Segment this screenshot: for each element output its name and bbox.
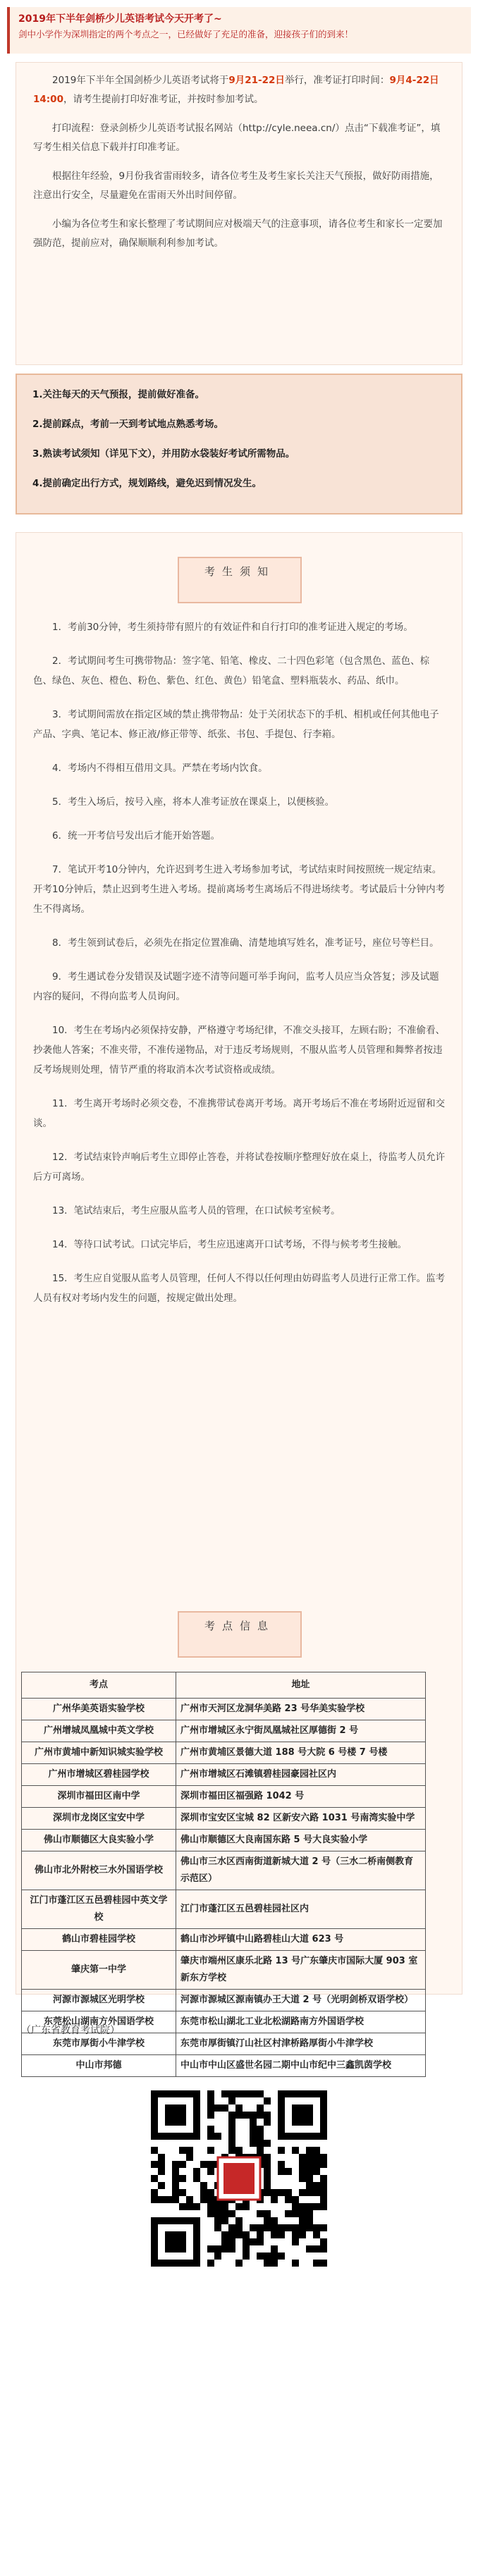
intro-text: ，请考生提前打印好准考证，并按时参加考试。 (63, 94, 264, 105)
venues-heading: 考点信息 (178, 1611, 302, 1658)
venue-address-cell: 深圳市福田区福强路 1042 号 (176, 1786, 426, 1808)
intro-paragraph-weather: 根据往年经验，9月份我省雷雨较多，请各位考生及考生家长关注天气预报，做好防雨措施，注意出行安全，尽量避免在雷雨天外出时间停留。 (33, 171, 439, 201)
table-row (22, 1990, 426, 2011)
venues-table-body (22, 1699, 426, 2077)
venue-address-cell: 鹤山市沙坪镇中山路碧桂山大道 623 号 (176, 1929, 426, 1951)
venue-name-cell: 鹤山市碧桂园学校 (22, 1929, 176, 1951)
table-row (22, 1808, 426, 1830)
venue-address-cell: 肇庆市端州区康乐北路 13 号广东肇庆市国际大厦 903 室新东方学校 (176, 1951, 426, 1990)
banner-title: 2019年下半年剑桥少儿英语考试今天开考了~ (18, 13, 222, 25)
venue-name-cell: 江门市蓬江区五邑碧桂园中英文学校 (22, 1890, 176, 1929)
venue-address-cell: 东莞市厚街镇汀山社区村津桥路厚街小牛津学校 (176, 2033, 426, 2055)
rule-item: 2．考试期间考生可携带物品：签字笔、铅笔、橡皮、二十四色彩笔（包含黑色、蓝色、棕色、绿色、灰色、橙色、粉色、紫色、红色、黄色）铅笔盒、塑料瓶装水、药品、纸巾。 (33, 655, 430, 686)
rules-list (33, 617, 446, 1322)
venue-name-cell: 深圳市福田区南中学 (22, 1786, 176, 1808)
venue-name-cell: 广州市增城区碧桂园学校 (22, 1764, 176, 1786)
table-row (22, 1720, 426, 1742)
venue-name-cell: 广州市黄埔中新知识城实验学校 (22, 1742, 176, 1764)
tip-item: 4.提前确定出行方式，规划路线，避免迟到情况发生。 (32, 478, 262, 489)
venue-address-cell: 广州市增城区永宁街凤凰城社区厚德街 2 号 (176, 1720, 426, 1742)
venue-name-cell: 东莞市厚街小牛津学校 (22, 2033, 176, 2055)
venue-address-cell: 江门市蓬江区五邑碧桂园社区内 (176, 1890, 426, 1929)
table-row (22, 1786, 426, 1808)
weather-tips-card (16, 374, 462, 514)
venue-name-cell: 肇庆第一中学 (22, 1951, 176, 1990)
exam-date-highlight: 9月21-22日 (228, 75, 285, 86)
venue-name-cell: 佛山市顺德区大良实验小学 (22, 1830, 176, 1851)
venue-address-cell: 佛山市三水区西南街道新城大道 2 号（三水二桥南侧教育示范区） (176, 1851, 426, 1890)
rule-item: 7．笔试开考10分钟内，允许迟到考生进入考场参加考试，考试结束时间按照统一规定结束。开考10分钟后，禁止迟到考生进入考场。提前离场考生离场后不得进场续考。考试最后十分钟内考生不得离场。 (33, 864, 446, 915)
rule-item: 11．考生离开考场时必须交卷，不准携带试卷离开考场。离开考场后不准在考场附近逗留和交谈。 (33, 1098, 446, 1129)
rule-item: 6．统一开考信号发出后才能开始答题。 (52, 830, 221, 842)
intro-card (16, 62, 462, 365)
rule-item: 10．考生在考场内必须保持安静，严格遵守考场纪律，不准交头接耳，左顾右盼；不准偷看、抄袭他人答案；不准夹带，不准传递物品，对于违反考场规则，不服从监考人员管理和舞弊者按违反考场规则处理，情节严重的将取消本次考试资格或成绩。 (33, 1025, 446, 1076)
rule-item: 8．考生领到试卷后，必须先在指定位置准确、清楚地填写姓名，准考证号，座位号等栏目。 (52, 937, 439, 949)
rule-item: 14．等待口试考试。口试完毕后，考生应迅速离开口试考场，不得与候考考生接触。 (52, 1239, 407, 1250)
rule-item: 5．考生入场后，按号入座，将本人准考证放在课桌上，以便核验。 (52, 796, 335, 808)
venue-name-cell: 河源市源城区光明学校 (22, 1990, 176, 2011)
tip-item: 3.熟读考试须知（详见下文），并用防水袋装好考试所需物品。 (32, 448, 295, 460)
column-header-address: 地址 (176, 1672, 426, 1699)
qr-code-image (151, 2090, 327, 2267)
venue-name-cell: 深圳市龙岗区宝安中学 (22, 1808, 176, 1830)
table-row (22, 1851, 426, 1890)
intro-text: 2019年下半年全国剑桥少儿英语考试将于 (52, 75, 229, 86)
tip-item: 1.关注每天的天气预报，提前做好准备。 (32, 389, 205, 400)
rule-item: 4．考场内不得相互借用文具。严禁在考场内饮食。 (52, 763, 268, 774)
qr-logo-icon (223, 2163, 255, 2194)
venue-name-cell: 广州增城凤凰城中英文学校 (22, 1720, 176, 1742)
announcement-banner (7, 7, 471, 54)
banner-subtitle: 剑中小学作为深圳指定的两个考点之一，已经做好了充足的准备，迎接孩子们的到来！ (18, 29, 354, 39)
rule-item: 1．考前30分钟，考生须持带有照片的有效证件和自行打印的准考证进入规定的考场。 (52, 622, 413, 633)
venue-name-cell: 佛山市北外附校三水外国语学校 (22, 1851, 176, 1890)
table-row (22, 2055, 426, 2077)
table-row (22, 1742, 426, 1764)
rule-item: 13．笔试结束后，考生应服从监考人员的管理，在口试候考室候考。 (52, 1205, 341, 1216)
table-row (22, 1929, 426, 1951)
intro-text: 举行，准考证打印时间： (284, 75, 390, 86)
venue-address-cell: 东莞市松山湖北工业北松湖路南方外国语学校 (176, 2011, 426, 2033)
intro-paragraph-notes: 小编为各位考生和家长整理了考试期间应对极端天气的注意事项，请各位考生和家长一定要加强防范，提前应对，确保顺顺利利参加考试。 (33, 218, 443, 249)
table-row (22, 1951, 426, 1990)
rules-heading: 考生须知 (178, 557, 302, 603)
venue-address-cell: 广州市天河区龙洞华美路 23 号华美实验学校 (176, 1699, 426, 1720)
table-row (22, 1764, 426, 1786)
venues-table (21, 1672, 426, 2077)
rule-item: 3．考试期间需放在指定区域的禁止携带物品：处于关闭状态下的手机、相机或任何其他电子产品、字典、笔记本、修正液/修正带等、纸张、书包、手提包、行李箱。 (33, 709, 439, 740)
venue-address-cell: 中山市中山区盛世名园二期中山市纪中三鑫凯茵学校 (176, 2055, 426, 2077)
venue-name-cell: 中山市邦德 (22, 2055, 176, 2077)
venue-name-cell: 东莞松山湖南方外国语学校 (22, 2011, 176, 2033)
table-row (22, 1830, 426, 1851)
intro-paragraph-exam-date (33, 71, 445, 109)
venue-address-cell: 深圳市宝安区宝城 82 区新安六路 1031 号南湾实验中学 (176, 1808, 426, 1830)
table-header-row (22, 1672, 426, 1699)
tip-item: 2.提前踩点，考前一天到考试地点熟悉考场。 (32, 419, 224, 430)
venue-address-cell: 广州市黄埔区景德大道 188 号大院 6 号楼 7 号楼 (176, 1742, 426, 1764)
column-header-venue: 考点 (22, 1672, 176, 1699)
table-row (22, 1890, 426, 1929)
table-row (22, 1699, 426, 1720)
venue-name-cell: 广州华美英语实验学校 (22, 1699, 176, 1720)
rule-item: 15．考生应自觉服从监考人员管理，任何人不得以任何理由妨碍监考人员进行正常工作。监考人员有权对考场内发生的问题，按规定做出处理。 (33, 1273, 446, 1304)
print-date-highlight: 9月4-22日14:00 (33, 75, 439, 105)
source-note: （广东省教育考试院） (21, 2025, 120, 2036)
rule-item: 9．考生遇试卷分发错误及试题字迹不清等问题可举手询问，监考人员应当众答复；涉及试题内容的疑问，不得向监考人员询问。 (33, 971, 439, 1002)
venue-address-cell: 河源市源城区源南镇办王大道 2 号（光明剑桥双语学校） (176, 1990, 426, 2011)
intro-paragraph-print-flow: 打印流程：登录剑桥少儿英语考试报名网站（http://cyle.neea.cn/）点击“下载准考证”，填写考生相关信息下载并打印准考证。 (33, 123, 441, 153)
venue-address-cell: 佛山市顺德区大良南国东路 5 号大良实验小学 (176, 1830, 426, 1851)
venue-address-cell: 广州市增城区石滩镇碧桂园豪园社区内 (176, 1764, 426, 1786)
rule-item: 12．考试结束铃声响后考生立即停止答卷，并将试卷按顺序整理好放在桌上，待监考人员允许后方可离场。 (33, 1152, 446, 1183)
